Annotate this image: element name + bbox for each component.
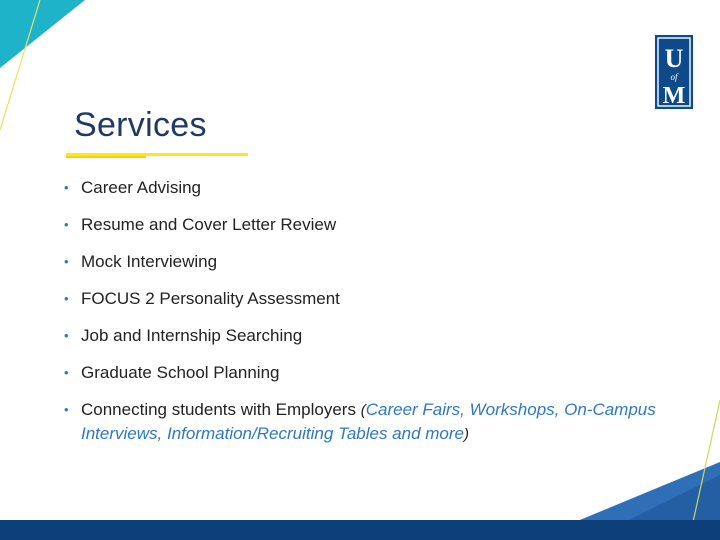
university-logo [655, 35, 693, 109]
list-item-text: Graduate School Planning [81, 363, 280, 382]
slide-title: Services [74, 106, 207, 144]
title-underline-accent [66, 156, 146, 158]
list-item-text: Resume and Cover Letter Review [81, 215, 337, 234]
detail-close-paren: ) [464, 426, 469, 443]
list-item [62, 398, 662, 446]
list-item [62, 176, 662, 199]
detail-open-paren: ( [360, 402, 366, 419]
bullet-icon: • [64, 291, 69, 306]
top-left-teal-corner [0, 0, 85, 68]
footer-bar [0, 520, 720, 540]
bullet-icon: • [64, 328, 69, 343]
list-item-text: FOCUS 2 Personality Assessment [81, 289, 340, 308]
list-item-text: Career Advising [81, 178, 202, 197]
bullet-icon: • [64, 217, 69, 232]
list-item-text: Mock Interviewing [81, 252, 218, 271]
logo-letter-m: M [662, 83, 686, 109]
list-item [62, 324, 662, 347]
list-item-text: Job and Internship Searching [81, 326, 303, 345]
services-list [62, 176, 662, 446]
list-item [62, 213, 662, 236]
list-item-text: Connecting students with Employers [81, 400, 356, 419]
logo-letter-u: U [664, 44, 684, 73]
list-item [62, 287, 662, 310]
bullet-icon: • [64, 365, 69, 380]
bullet-icon: • [64, 180, 69, 195]
bullet-icon: • [64, 402, 69, 417]
logo-letter-of: of [670, 72, 678, 82]
list-item [62, 250, 662, 273]
list-item [62, 361, 662, 384]
bullet-icon: • [64, 254, 69, 269]
employer-activities-detail: Career Fairs, Workshops, On-Campus Interviews, Information/Recruiting Tables and more [81, 400, 656, 443]
